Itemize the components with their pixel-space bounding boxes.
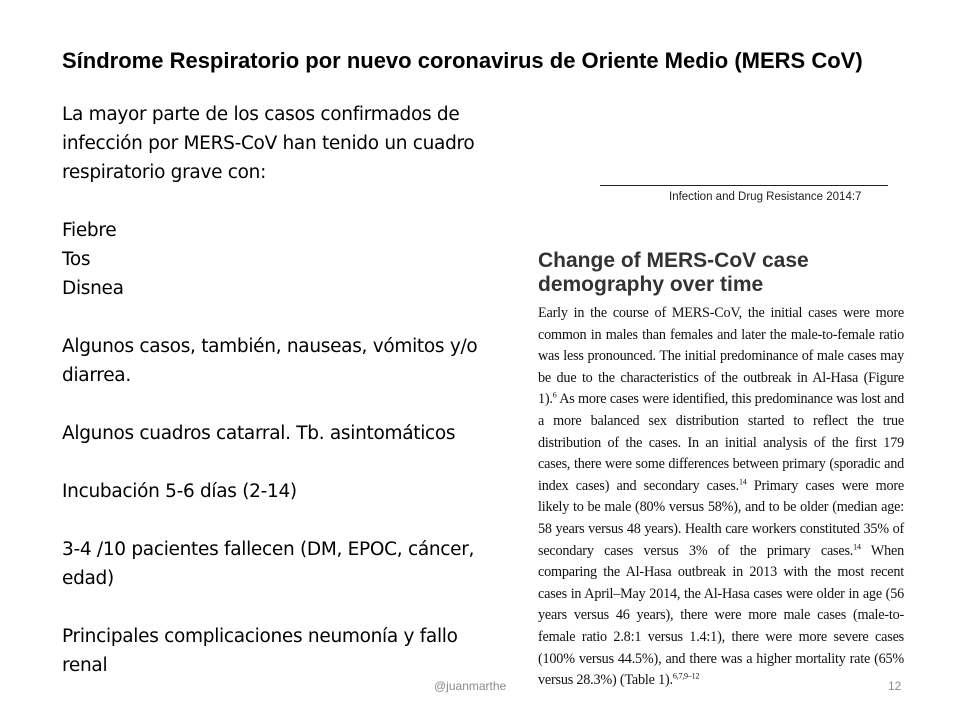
symptom-fever: Fiebre xyxy=(62,220,117,241)
article-excerpt-image xyxy=(520,175,910,695)
citation-ref: 14 xyxy=(738,477,747,487)
citation-ref: 14 xyxy=(853,541,861,551)
spacer xyxy=(62,390,502,419)
article-text-2: As more cases were identified, this predominance was lost and a more balanced sex distribution started to reflect the true distribution of the cases. In an initial analysis of the first 179 cases, there were some differences between primary (sporadic and index cases) and secondary cases. xyxy=(538,391,904,494)
mild-cases-paragraph: Algunos cuadros catarral. Tb. asintomáticos xyxy=(62,423,456,444)
footer-credit: @juanmarthe xyxy=(434,679,507,693)
spacer xyxy=(62,506,502,535)
article-body xyxy=(538,303,904,692)
journal-citation: Infection and Drug Resistance 2014:7 xyxy=(669,191,862,203)
article-text-1: Early in the course of MERS-CoV, the initial cases were more common in males than females and later the male-to-female ratio was less pronounced. The initial predominance of male cases may be due to the characteristics of the outbreak in Al-Hasa (Figure 1). xyxy=(538,305,904,408)
spacer xyxy=(62,593,502,622)
intro-paragraph: La mayor parte de los casos confirmados de infección por MERS-CoV han tenido un cuadro respiratorio grave con: xyxy=(62,104,475,183)
article-text-4: When comparing the Al-Hasa outbreak in 2013 with the most recent cases in April–May 2014, the Al-Hasa cases were older in age (56 years versus 46 years), there were more male cases (male-to-female ratio 2.8:1 versus 1.4:1), there were more severe cases (100% versus 44.5%), and there was a higher mortality rate (65% versus 28.3%) (Table 1). xyxy=(538,542,904,689)
complications-paragraph: Principales complicaciones neumonía y fallo renal xyxy=(62,626,458,676)
symptom-list xyxy=(62,216,502,303)
other-symptoms-paragraph: Algunos casos, también, nauseas, vómitos y/o diarrea. xyxy=(62,336,478,386)
incubation-paragraph: Incubación 5-6 días (2-14) xyxy=(62,481,297,502)
spacer xyxy=(62,303,502,332)
symptom-dyspnea: Disnea xyxy=(62,278,124,299)
symptom-cough: Tos xyxy=(62,249,91,270)
slide-title: Síndrome Respiratorio por nuevo coronavirus de Oriente Medio (MERS CoV) xyxy=(62,48,863,73)
journal-header-rule xyxy=(600,185,888,186)
spacer xyxy=(62,448,502,477)
citation-ref: 6 xyxy=(552,390,557,400)
citation-ref: 6,7,9–12 xyxy=(672,671,700,681)
page-number: 12 xyxy=(888,679,902,693)
article-heading: Change of MERS-CoV case demography over time xyxy=(538,249,809,296)
mortality-paragraph: 3-4 /10 pacientes fallecen (DM, EPOC, cáncer, edad) xyxy=(62,539,475,589)
spacer xyxy=(62,187,502,216)
left-text-column xyxy=(62,100,502,680)
article-text-3: Primary cases were more likely to be male (80% versus 58%), and to be older (median age: 58 years versus 48 years). Health care workers constituted 35% of secondary cases versus 3% of the primary cases. xyxy=(538,477,905,559)
